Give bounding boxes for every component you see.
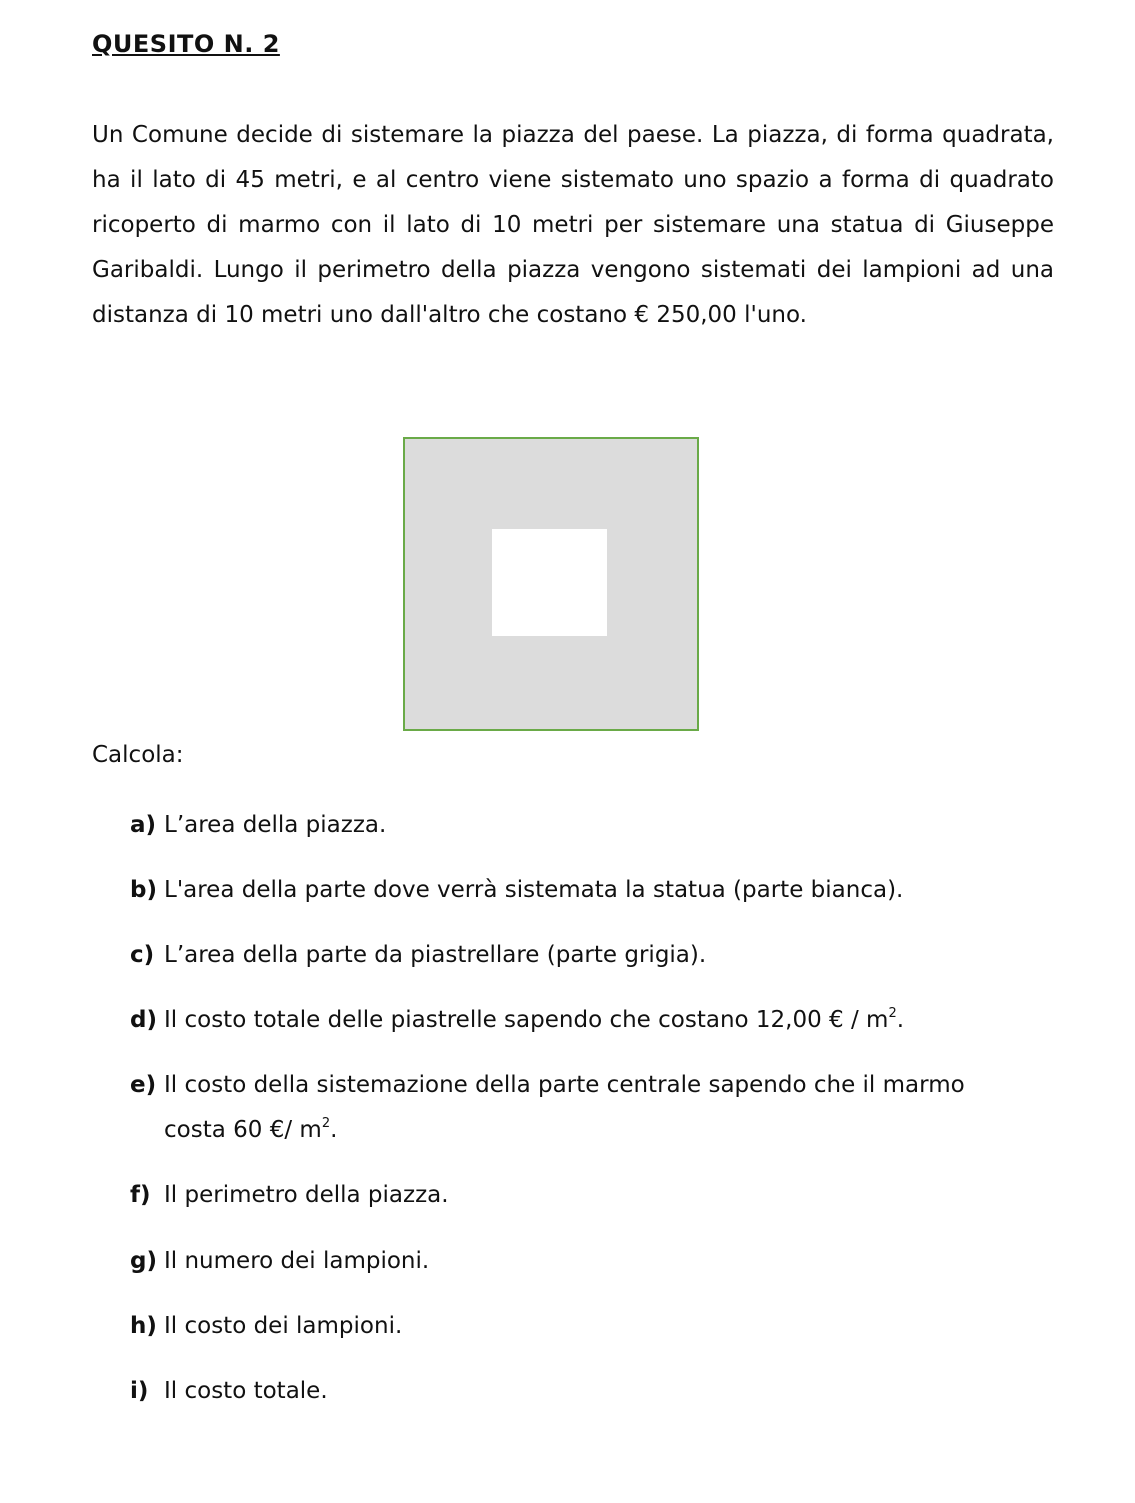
question-item-b xyxy=(130,868,1050,913)
item-letter: b) xyxy=(130,877,157,903)
question-item-d xyxy=(130,998,1050,1043)
item-text: Il costo totale delle piastrelle sapendo che costano 12,00 € / m xyxy=(164,1007,889,1033)
item-letter: a) xyxy=(130,812,157,838)
item-superscript: 2 xyxy=(888,1006,897,1021)
piazza-diagram xyxy=(403,437,699,731)
item-letter: e) xyxy=(130,1072,157,1098)
item-letter: h) xyxy=(130,1313,157,1339)
question-item-f xyxy=(130,1173,1050,1218)
question-item-a xyxy=(130,803,1050,848)
item-text: Il costo dei lampioni. xyxy=(164,1313,403,1339)
item-text: L'area della parte dove verrà sistemata la statua (parte bianca). xyxy=(164,877,904,903)
item-text: Il costo della sistemazione della parte centrale sapendo che il marmo xyxy=(164,1072,965,1098)
item-letter: d) xyxy=(130,1007,157,1033)
item-letter: g) xyxy=(130,1248,157,1274)
item-superscript: 2 xyxy=(321,1116,331,1131)
question-item-i xyxy=(130,1369,1050,1414)
item-letter: f) xyxy=(130,1182,151,1208)
page-title: QUESITO N. 2 xyxy=(92,30,280,58)
item-text-continued xyxy=(130,1108,1050,1153)
problem-statement: Un Comune decide di sistemare la piazza del paese. La piazza, di forma quadrata, ha il lato di 45 metri, e al centro viene sistemato uno spazio a forma di quadrato ricoperto di marmo con il lato di 10 metri per sistemare una statua di Giuseppe Garibaldi. Lungo il perimetro della piazza vengono sistemati dei lampioni ad una distanza di 10 metri uno dall'altro che costano € 250,00 l'uno. xyxy=(92,122,1054,328)
item-text: Il costo totale. xyxy=(164,1378,328,1404)
item-end: . xyxy=(330,1117,338,1143)
item-text: L’area della piazza. xyxy=(164,812,387,838)
item-text-line2: costa 60 €/ m xyxy=(164,1117,322,1143)
item-text: Il numero dei lampioni. xyxy=(164,1248,430,1274)
question-item-c xyxy=(130,933,1050,978)
question-item-h xyxy=(130,1304,1050,1349)
calcola-label: Calcola: xyxy=(92,742,184,768)
item-letter: i) xyxy=(130,1378,149,1404)
item-text: Il perimetro della piazza. xyxy=(164,1182,449,1208)
item-letter: c) xyxy=(130,942,155,968)
question-item-e xyxy=(130,1063,1050,1153)
question-item-g xyxy=(130,1239,1050,1284)
item-end: . xyxy=(896,1007,905,1033)
statua-inner-square xyxy=(492,529,607,636)
item-text: L’area della parte da piastrellare (parte grigia). xyxy=(164,942,707,968)
